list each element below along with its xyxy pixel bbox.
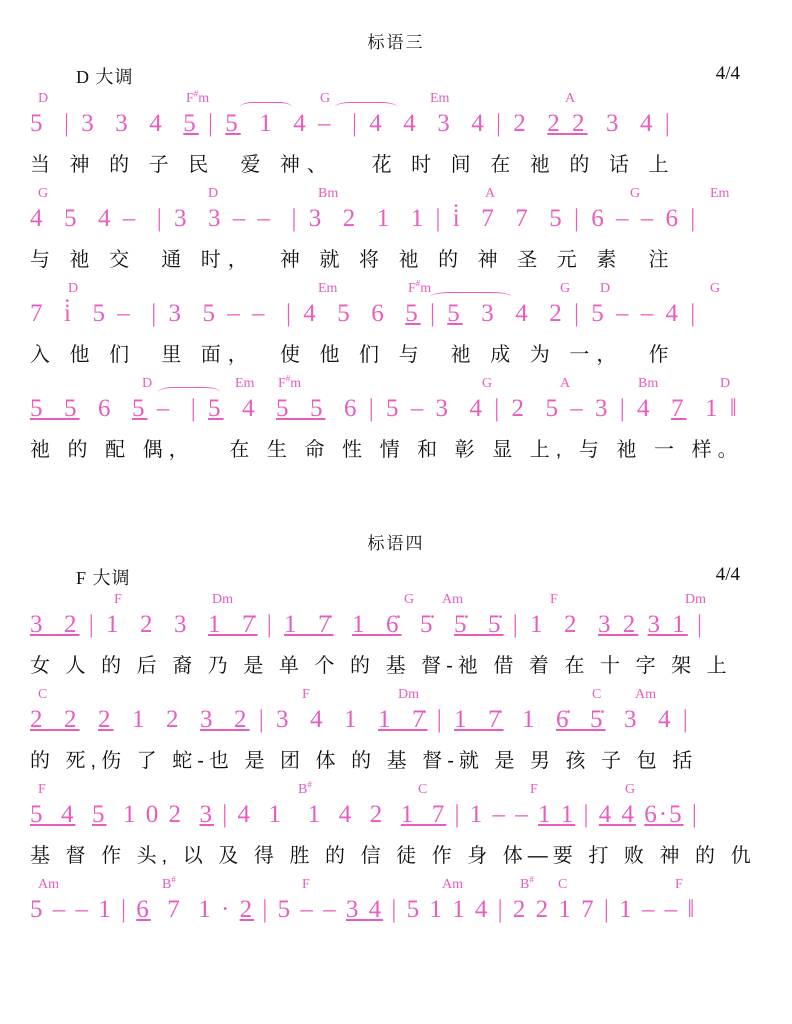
- music-system: [0, 278, 792, 370]
- chord-symbol: Am: [635, 687, 656, 702]
- chord-symbol: D: [600, 281, 611, 296]
- note-row: 4 5 4 – | 3 3 – – | 3 2 1 1 | i̇ 7 7 5 | 6 – – 6 |: [30, 205, 699, 232]
- chord-symbol: Am: [38, 877, 59, 892]
- song-title: 标语四: [367, 534, 425, 553]
- chord-symbol: Dm: [685, 592, 706, 607]
- chord-symbol: Dm: [212, 592, 233, 607]
- time-signature: 4/4: [715, 564, 740, 585]
- key-label: F 大调: [76, 568, 131, 588]
- music-system: [0, 779, 792, 871]
- chord-symbol: Em: [318, 281, 338, 296]
- chord-row: [30, 874, 752, 896]
- song-biaoyu-san: [0, 0, 792, 465]
- chord-row: [30, 373, 752, 395]
- lyric-row: 基 督 作 头, 以 及 得 胜 的 信 徒 作 身 体—要 打 败 神 的 仇: [30, 845, 756, 867]
- chord-row: [30, 186, 752, 205]
- song-meta: [0, 564, 792, 590]
- song-title: 标语三: [367, 33, 425, 52]
- song-biaoyu-si: [0, 529, 792, 936]
- chord-symbol: F: [550, 592, 558, 607]
- lyric-row: 女 人 的 后 裔 乃 是 单 个 的 基 督-祂 借 着 在 十 字 架 上: [30, 655, 732, 677]
- chord-row: [30, 278, 752, 300]
- chord-symbol: F: [38, 782, 46, 797]
- chord-symbol: Bm: [318, 186, 339, 201]
- chord-row: [30, 592, 752, 611]
- lyric-row: 当 神 的 子 民 爱 神、 花 时 间 在 祂 的 话 上: [30, 154, 676, 176]
- note-row: 5 – – 1 | 6 7 1 · 2 | 5 – – 3 4 | 5 1 1 4 | 2 2 1 7 | 1 – – ‖: [30, 896, 697, 923]
- music-system: [0, 88, 792, 180]
- chord-symbol: Em: [710, 186, 730, 201]
- lyric-row: 与 祂 交 通 时， 神 就 将 祂 的 神 圣 元 素 注: [30, 249, 676, 271]
- chord-symbol: F: [302, 877, 310, 892]
- chord-symbol: A: [485, 186, 496, 201]
- chord-symbol: Dm: [398, 687, 419, 702]
- note-row: 3 2 | 1 2 3 1 7̇ | 1 7̇ 1 6̇ 5̇ 5̇ 5̇ | 1 2 3 2 3 1 |: [30, 611, 706, 638]
- chord-symbol: G: [560, 281, 571, 296]
- chord-symbol: D: [208, 186, 219, 201]
- chord-symbol: C: [592, 687, 602, 702]
- note-row: 2 2 2 1 2 3 2 | 3 4 1 1 7̇ | 1 7̇ 1 6̇ 5̇ 3 4 |: [30, 706, 691, 733]
- chord-symbol: A: [560, 376, 571, 391]
- chord-symbol: B#: [298, 779, 312, 797]
- note-row: 5 | 3 3 4 5 | 5 1 4 – | 4 4 3 4 | 2 2 2 3 4 |: [30, 110, 673, 137]
- chord-symbol: Am: [442, 877, 463, 892]
- chord-symbol: G: [710, 281, 721, 296]
- note-row: 5 5 6 5 – | 5 4 5 5 6 | 5 – 3 4 | 2 5 – 3 | 4 7 1 ‖: [30, 395, 740, 422]
- chord-symbol: C: [38, 687, 48, 702]
- chord-symbol: F: [302, 687, 310, 702]
- chord-symbol: D: [142, 376, 153, 391]
- music-system: [0, 592, 792, 681]
- chord-symbol: F: [114, 592, 122, 607]
- note-row: 5 4 5 1 0 2 3 | 4 1 1 4 2 1 7 | 1 – – 1 1 | 4 4 6·5 |: [30, 801, 699, 828]
- chord-symbol: C: [418, 782, 428, 797]
- chord-symbol: F#m: [186, 88, 210, 106]
- time-signature: 4/4: [715, 63, 740, 84]
- chord-symbol: F: [530, 782, 538, 797]
- chord-symbol: G: [625, 782, 636, 797]
- chord-symbol: Am: [442, 592, 463, 607]
- chord-row: [30, 88, 752, 110]
- chord-symbol: D: [720, 376, 731, 391]
- chord-symbol: F#m: [408, 278, 432, 296]
- key-label: D 大调: [76, 67, 134, 87]
- chord-symbol: Bm: [638, 376, 659, 391]
- chord-symbol: G: [404, 592, 415, 607]
- chord-symbol: C: [558, 877, 568, 892]
- lyric-row: 入 他 们 里 面， 使 他 们 与 祂 成 为 一， 作: [30, 344, 676, 366]
- chord-symbol: D: [38, 91, 49, 106]
- music-system: [0, 874, 792, 936]
- chord-symbol: F: [675, 877, 683, 892]
- chord-row: [30, 687, 752, 706]
- music-system: [0, 373, 792, 465]
- chord-symbol: F#m: [278, 373, 302, 391]
- lyric-row: 的 死,伤 了 蛇-也 是 团 体 的 基 督-就 是 男 孩 子 包 括: [30, 750, 698, 772]
- song-separator: [0, 471, 792, 529]
- song-meta: [0, 63, 792, 89]
- music-system: [0, 687, 792, 776]
- chord-symbol: D: [68, 281, 79, 296]
- chord-symbol: Em: [235, 376, 255, 391]
- music-system: [0, 186, 792, 275]
- chord-symbol: G: [38, 186, 49, 201]
- chord-symbol: G: [320, 91, 331, 106]
- chord-symbol: B#: [520, 874, 534, 892]
- chord-symbol: A: [565, 91, 576, 106]
- chord-symbol: G: [630, 186, 641, 201]
- lyric-row: 祂 的 配 偶， 在 生 命 性 情 和 彰 显 上, 与 祂 一 样。: [30, 439, 744, 461]
- chord-row: [30, 779, 752, 801]
- note-row: 7 i̇ 5 – | 3 5 – – | 4 5 6 5 | 5 3 4 2 | 5 – – 4 |: [30, 300, 699, 327]
- chord-symbol: Em: [430, 91, 450, 106]
- chord-symbol: G: [482, 376, 493, 391]
- chord-symbol: B#: [162, 874, 176, 892]
